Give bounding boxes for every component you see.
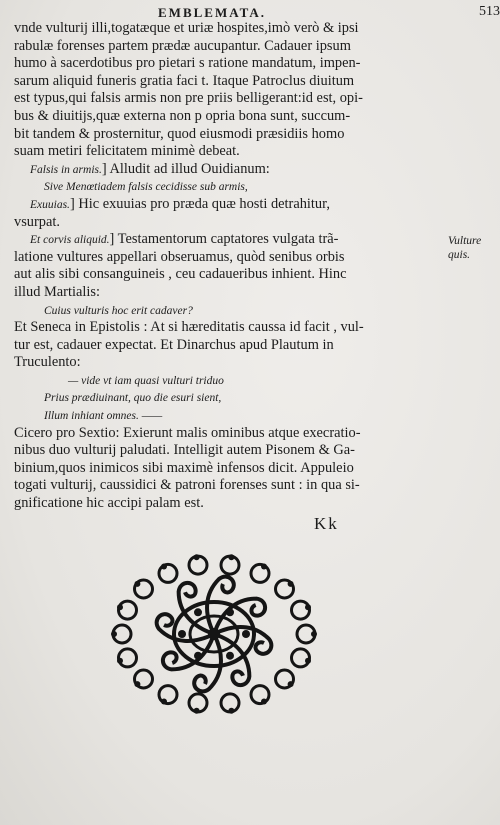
text-line (14, 302, 492, 320)
line-text: bit tandem & prosternitur, quod eiusmodi præsidiis homo (14, 125, 345, 142)
commentary-text (14, 20, 492, 513)
running-head: EMBLEMATA. (158, 5, 266, 20)
quotation-text: Cuius vulturis hoc erit cadaver? (44, 304, 193, 317)
text-line (14, 38, 492, 56)
line-text: vnde vulturij illi,togatæque et uriæ hospites,imò verò & ipsi (14, 20, 359, 36)
line-text: suam metiri felicitatem minimè debeat. (14, 143, 240, 160)
lemma-text: Exuuias. (30, 198, 70, 211)
text-line (14, 108, 492, 126)
text-line (14, 161, 492, 179)
text-line (14, 442, 492, 460)
text-line (14, 214, 492, 232)
line-text: vsurpat. (14, 213, 60, 230)
line-text: humo à sacerdotibus pro pietari s ratione mandatum, impen- (14, 55, 361, 72)
line-text: est typus,qui falsis armis non pre priis belligerant:id est, opi- (14, 90, 363, 107)
line-text: aut alis sibi consanguineis , ceu cadaueribus inhient. Hinc (14, 266, 347, 283)
quotation-text: Sive Menœtiadem falsis cecidisse sub armis, (44, 181, 248, 194)
text-line (14, 73, 492, 91)
line-text: illud Martialis: (14, 283, 100, 300)
line-text: Cicero pro Sextio: Exierunt malis ominibus atque execratio- (14, 424, 361, 441)
text-line (14, 55, 492, 73)
text-line (14, 284, 492, 302)
line-text: Et Seneca in Epistolis : At si hæreditatis caussa id facit , vul- (14, 319, 364, 336)
text-line (14, 126, 492, 144)
line-text: Truculento: (14, 354, 81, 371)
line-text: gnificatione hic accipi palam est. (14, 495, 204, 512)
text-line (14, 231, 492, 249)
line-text: latione vultures appellari obseruamus, quòd senibus orbis (14, 248, 345, 265)
lemma-text: Falsis in armis. (30, 163, 102, 176)
text-line (14, 266, 492, 284)
text-line (14, 337, 492, 355)
line-text: nibus duo vulturij paludati. Intelligit autem Pisonem & Ga- (14, 442, 355, 459)
text-line (14, 460, 492, 478)
text-line (14, 495, 492, 513)
quotation-text: Illum inhiant omnes. —— (44, 410, 163, 423)
text-line (14, 407, 492, 425)
text-line (14, 354, 492, 372)
text-line (14, 372, 492, 390)
text-line (14, 477, 492, 495)
text-line (14, 249, 492, 267)
text-line (14, 178, 492, 196)
text-line (14, 143, 492, 161)
page-number: 513 (479, 4, 500, 19)
line-text: binium,quos inimicos sibi maximè infensos dicit. Appuleio (14, 459, 354, 476)
page-header (0, 2, 500, 22)
text-line (14, 389, 492, 407)
line-text: sarum aliquid funeris gratia faci t. Itaque Patroclus diuitum (14, 72, 355, 89)
text-line (14, 90, 492, 108)
lemma-text: Et corvis aliquid. (30, 234, 110, 247)
line-text: tur est, cadauer expectat. Et Dinarchus apud Plautum in (14, 336, 334, 353)
text-line (14, 196, 492, 214)
line-text: bus & diuitijs,quæ externa non p opria bona sunt, succum- (14, 107, 351, 124)
quotation-text: — vide vt iam quasi vulturi triduo (68, 374, 224, 387)
text-line (14, 425, 492, 443)
line-text: ] Alludit ad illud Ouidianum: (101, 160, 270, 177)
line-text: ] Testamentorum captatores vulgata trã- (109, 231, 339, 248)
line-text: ] Hic exuuias pro præda quæ hosti detrahitur, (69, 195, 330, 212)
line-text: rabulæ forenses partem prædæ aucupantur. Cadauer ipsum (14, 37, 351, 54)
text-line (14, 20, 492, 38)
line-text: togati vulturij, caussidici & patroni forenses sunt : in qua si- (14, 477, 360, 494)
quotation-text: Prius prædiuinant, quo die esuri sient, (44, 392, 222, 405)
fleuron-ornament-icon (104, 548, 324, 720)
signature-mark: Kk (314, 514, 339, 533)
margin-note: Vulture quis. (448, 235, 482, 261)
text-line (14, 319, 492, 337)
